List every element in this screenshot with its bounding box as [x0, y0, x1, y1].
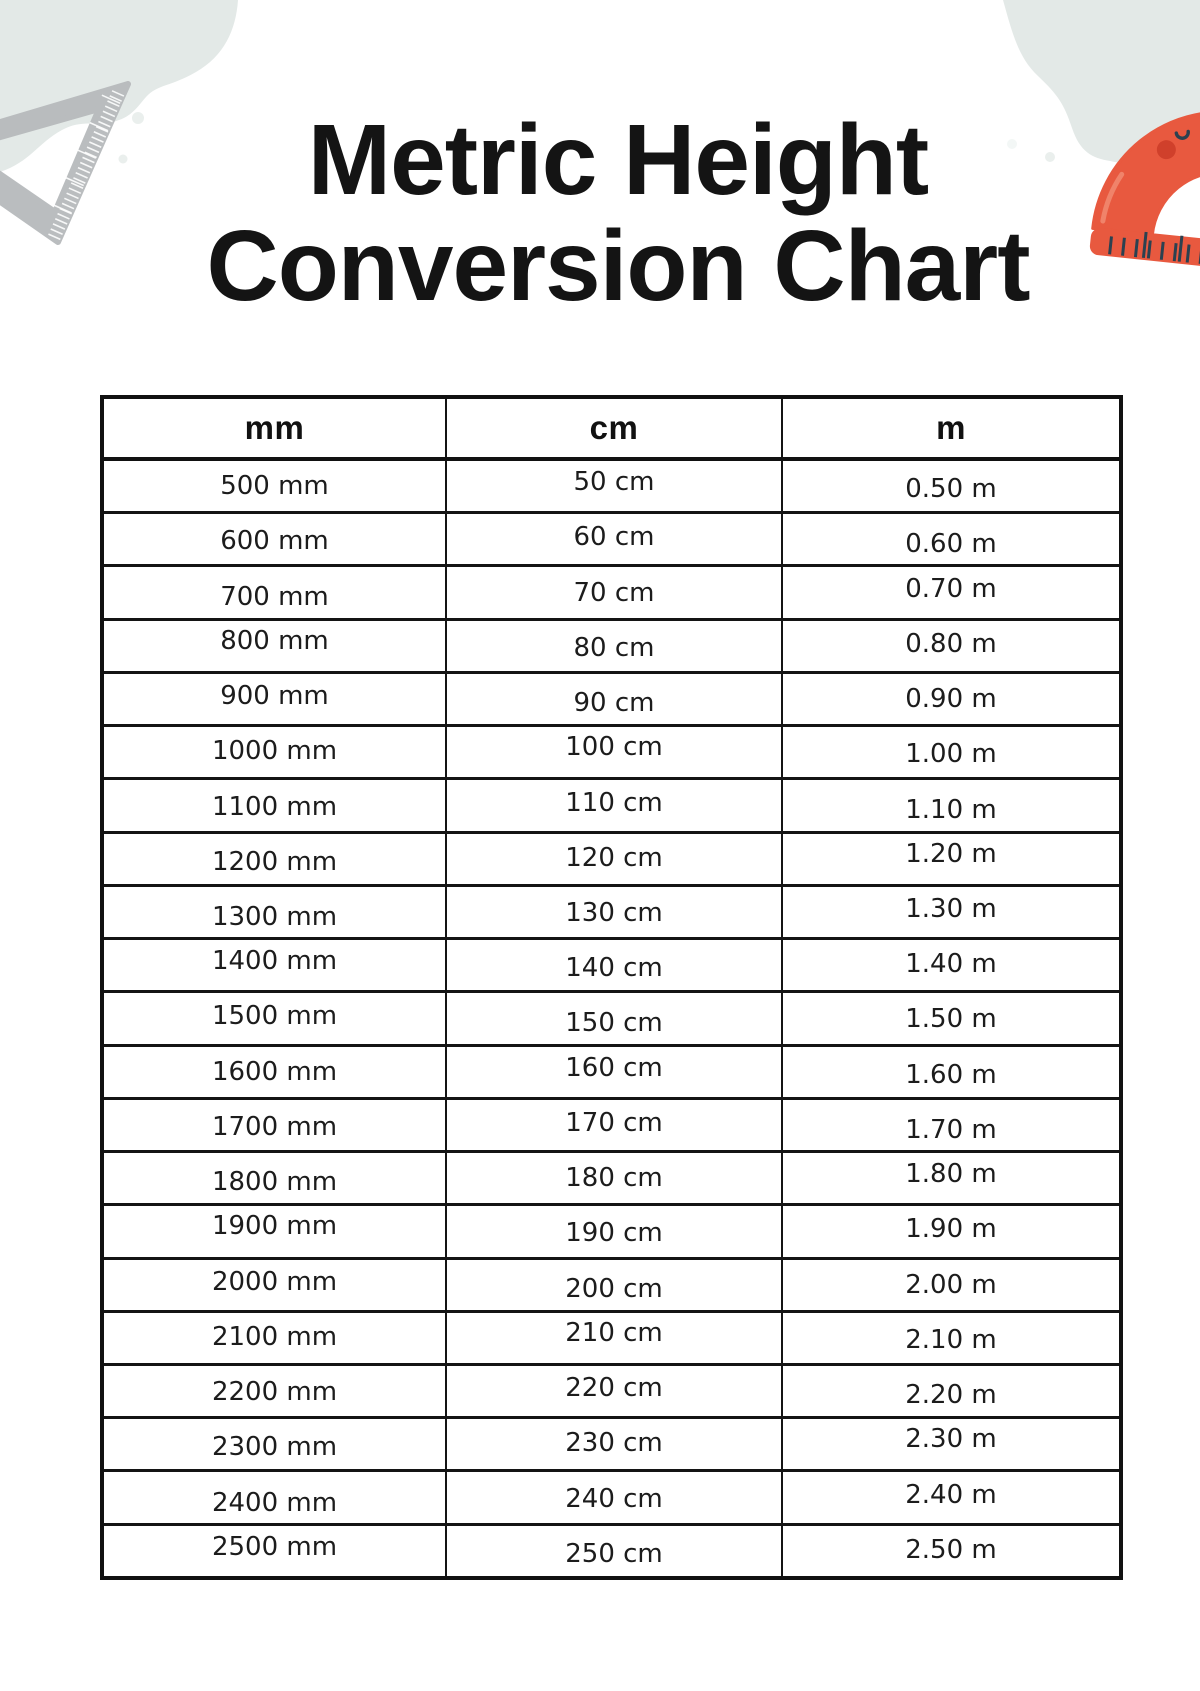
table-cell: 2000 mm: [104, 1260, 447, 1310]
table-cell: 2.30 m: [905, 1424, 997, 1455]
table-cell: 1100 mm: [104, 780, 447, 830]
table-cell: 0.50 m: [905, 474, 997, 505]
column-header-mm: mm: [104, 399, 447, 457]
table-row: [104, 834, 1119, 887]
table-cell: 500 mm: [104, 461, 447, 511]
table-cell: 170 cm: [447, 1100, 783, 1150]
table-row: [104, 1260, 1119, 1313]
table-cell: 60 cm: [447, 514, 783, 564]
table-cell: 1.00 m: [905, 739, 997, 770]
table-row: [104, 567, 1119, 620]
table-cell: 1000 mm: [104, 727, 447, 777]
table-row: [104, 993, 1119, 1046]
table-cell: 1200 mm: [104, 834, 447, 884]
table-cell: 150 cm: [447, 993, 783, 1043]
table-cell: 0.60 m: [905, 529, 997, 560]
table-row: [104, 1419, 1119, 1472]
table-cell: 0.90 m: [905, 684, 997, 715]
table-cell: 80 cm: [447, 621, 783, 671]
table-cell: 180 cm: [447, 1153, 783, 1203]
table-cell: 1.90 m: [905, 1214, 997, 1245]
table-cell: 100 cm: [447, 727, 783, 777]
table-cell: 2400 mm: [104, 1472, 447, 1522]
table-row: [104, 1472, 1119, 1525]
table-cell: 220 cm: [447, 1366, 783, 1416]
table-row: [104, 1313, 1119, 1366]
table-header-row: [104, 399, 1119, 461]
table-cell: 2300 mm: [104, 1419, 447, 1469]
table-row: [104, 1206, 1119, 1259]
table-cell: 120 cm: [447, 834, 783, 884]
table-cell: 1800 mm: [104, 1153, 447, 1203]
table-cell: 1900 mm: [104, 1206, 447, 1256]
table-cell: 2.40 m: [905, 1479, 997, 1510]
conversion-table: [100, 395, 1123, 1580]
table-cell: 130 cm: [447, 887, 783, 937]
table-cell: 240 cm: [447, 1472, 783, 1522]
table-cell: 210 cm: [447, 1313, 783, 1363]
table-cell: 0.70 m: [905, 573, 997, 604]
table-cell: 110 cm: [447, 780, 783, 830]
table-cell: 2.00 m: [905, 1269, 997, 1300]
column-header-cm: cm: [447, 399, 783, 457]
table-row: [104, 674, 1119, 727]
table-cell: 1300 mm: [104, 887, 447, 937]
table-cell: 50 cm: [447, 461, 783, 511]
column-header-m: m: [936, 409, 966, 446]
table-cell: 160 cm: [447, 1047, 783, 1097]
table-cell: 2200 mm: [104, 1366, 447, 1416]
table-cell: 1700 mm: [104, 1100, 447, 1150]
table-cell: 140 cm: [447, 940, 783, 990]
table-cell: 1.80 m: [905, 1159, 997, 1190]
table-cell: 230 cm: [447, 1419, 783, 1469]
table-row: [104, 727, 1119, 780]
table-cell: 1.20 m: [905, 838, 997, 869]
table-cell: 200 cm: [447, 1260, 783, 1310]
table-cell: 90 cm: [447, 674, 783, 724]
table-cell: 2.20 m: [905, 1380, 997, 1411]
table-body: [104, 461, 1119, 1576]
table-cell: 1.10 m: [905, 794, 997, 825]
table-row: [104, 780, 1119, 833]
table-cell: 250 cm: [447, 1526, 783, 1576]
table-cell: 1.60 m: [905, 1059, 997, 1090]
table-row: [104, 1366, 1119, 1419]
table-cell: 2.50 m: [905, 1534, 997, 1565]
table-cell: 70 cm: [447, 567, 783, 617]
table-cell: 1.50 m: [905, 1004, 997, 1035]
table-cell: 1.40 m: [905, 949, 997, 980]
table-row: [104, 1047, 1119, 1100]
table-cell: 1.70 m: [905, 1114, 997, 1145]
title-line-1: Metric Height: [307, 104, 929, 216]
table-row: [104, 887, 1119, 940]
table-row: [104, 1526, 1119, 1576]
table-row: [104, 1153, 1119, 1206]
table-cell: 1500 mm: [104, 993, 447, 1043]
table-cell: 2100 mm: [104, 1313, 447, 1363]
table-row: [104, 461, 1119, 514]
page-title: [18, 104, 1200, 322]
table-cell: 700 mm: [104, 567, 447, 617]
table-cell: 800 mm: [104, 621, 447, 671]
title-line-2: Conversion Chart: [206, 210, 1030, 322]
table-cell: 600 mm: [104, 514, 447, 564]
table-cell: 190 cm: [447, 1206, 783, 1256]
table-cell: 900 mm: [104, 674, 447, 724]
table-cell: 0.80 m: [905, 628, 997, 659]
table-cell: 2.10 m: [905, 1324, 997, 1355]
table-row: [104, 621, 1119, 674]
table-row: [104, 1100, 1119, 1153]
table-cell: 1600 mm: [104, 1047, 447, 1097]
table-cell: 1.30 m: [905, 893, 997, 924]
table-cell: 1400 mm: [104, 940, 447, 990]
table-cell: 2500 mm: [104, 1526, 447, 1576]
table-row: [104, 940, 1119, 993]
table-row: [104, 514, 1119, 567]
